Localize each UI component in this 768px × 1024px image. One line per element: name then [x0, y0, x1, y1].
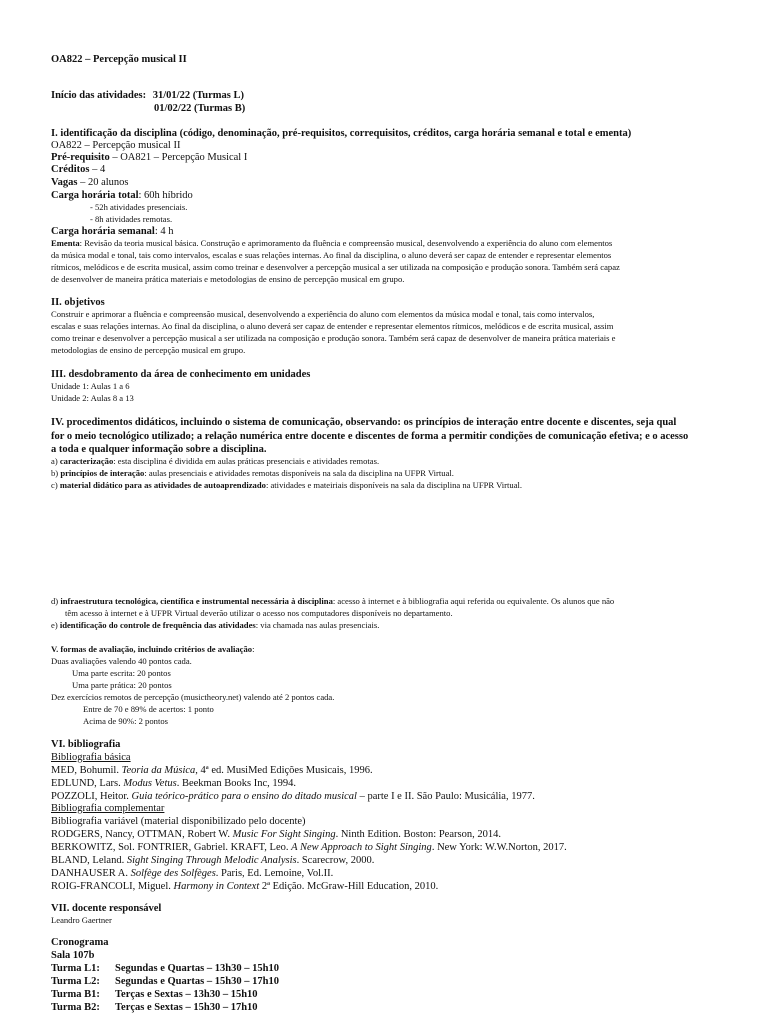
bibliography-basic-label: Bibliografia básica — [51, 752, 131, 763]
section-4-heading: for o meio tecnológico utilizado; a relação numérica entre docente e discentes de forma a permitir condições de comunicação efetiva; e o acesso — [51, 431, 689, 442]
evaluation-line: Dez exercícios remotos de percepção (musictheory.net) valendo até 2 pontos cada. — [51, 692, 335, 702]
bib-entry: MED, Bohumil. Teoria da Música, 4ª ed. MusiMed Edições Musicais, 1996. — [51, 765, 373, 776]
ementa-line: de desenvolver de maneira prática materiais e metodologias de ensino de percepção musical em grupo. — [51, 274, 405, 284]
schedule-row: Turma L2: Segundas e Quartas – 15h30 – 17h10 — [51, 976, 279, 987]
document-title: OA822 – Percepção musical II — [51, 54, 187, 65]
section-4-heading: a toda e qualquer informação sobre a disciplina. — [51, 444, 267, 455]
course-code: OA822 – Percepção musical II — [51, 140, 181, 151]
unit-1: Unidade 1: Aulas 1 a 6 — [51, 381, 130, 391]
item-d-continued: têm acesso à internet e à UFPR Virtual deverão utilizar o acesso nos computadores disponíveis no departamento. — [65, 608, 453, 618]
bib-entry: Bibliografia variável (material disponibilizado pelo docente) — [51, 816, 306, 827]
weekly-hours: Carga horária semanal: 4 h — [51, 226, 174, 237]
evaluation-line: Acima de 90%: 2 pontos — [83, 716, 168, 726]
evaluation-line: Entre de 70 e 89% de acertos: 1 ponto — [83, 704, 214, 714]
item-d: d) infraestrutura tecnológica, científica e instrumental necessária à disciplina: acesso à internet e à bibliografia aqui referida ou equivalente. Os alunos que não — [51, 596, 615, 606]
evaluation-line: Uma parte prática: 20 pontos — [72, 680, 172, 690]
item-a: a) caracterização: esta disciplina é dividida em aulas práticas presenciais e atividades remotas. — [51, 456, 380, 466]
objectives-line: metodologias de ensino de percepção musical em grupo. — [51, 345, 246, 355]
bib-entry: ROIG-FRANCOLI, Miguel. Harmony in Context 2ª Edição. McGraw-Hill Education, 2010. — [51, 881, 439, 892]
credits: Créditos – 4 — [51, 164, 106, 175]
vacancies: Vagas – 20 alunos — [51, 177, 129, 188]
hours-item-presential: - 52h atividades presenciais. — [90, 202, 188, 212]
bibliography-complementary-label: Bibliografia complementar — [51, 803, 165, 814]
section-6-heading: VI. bibliografia — [51, 739, 121, 750]
bib-entry: BLAND, Leland. Sight Singing Through Melodic Analysis. Scarecrow, 2000. — [51, 855, 375, 866]
start-dates — [51, 90, 244, 102]
ementa-label: Ementa — [51, 238, 80, 248]
ementa-line: rítmicos, melódicos e de escrita musical, assim como treinar e desenvolver a percepção musical a ser utilizada na composição e produção sonora. Também será capaz — [51, 262, 620, 272]
section-5-heading: V. formas de avaliação, incluindo critérios de avaliação: — [51, 644, 255, 654]
hours-item-remote: - 8h atividades remotas. — [90, 214, 173, 224]
start-date-l: 31/01/22 (Turmas L) — [152, 90, 244, 101]
item-b: b) princípios de interação: aulas presenciais e atividades remotas disponíveis na sala da disciplina na UFPR Virtual. — [51, 468, 454, 478]
evaluation-line: Uma parte escrita: 20 pontos — [72, 668, 171, 678]
evaluation-line: Duas avaliações valendo 40 pontos cada. — [51, 656, 192, 666]
bib-entry: RODGERS, Nancy, OTTMAN, Robert W. Music For Sight Singing. Ninth Edition. Boston: Pearson, 2014. — [51, 829, 501, 840]
bib-entry: DANHAUSER A. Solfège des Solfèges. Paris, Ed. Lemoine, Vol.II. — [51, 868, 334, 879]
bib-entry: POZZOLI, Heitor. Guia teórico-prático para o ensino do ditado musical – parte I e II. São Paulo: Musicália, 1977. — [51, 791, 535, 802]
section-2-heading: II. objetivos — [51, 297, 105, 308]
schedule-row: Turma B2: Terças e Sextas – 15h30 – 17h10 — [51, 1002, 258, 1013]
schedule-heading: Cronograma — [51, 937, 109, 948]
objectives-line: escalas e suas relações internas. Ao final da disciplina, o aluno deverá ser capaz de entender e representar elementos rítmicos, melódicos e de escrita musical, assim — [51, 321, 614, 331]
room: Sala 107b — [51, 950, 95, 961]
item-e: e) identificação do controle de frequência das atividades: via chamada nas aulas presenciais. — [51, 620, 380, 630]
item-c: c) material didático para as atividades de autoaprendizado: atividades e mateiriais disponíveis na sala da disciplina na UFPR Virtual. — [51, 480, 523, 490]
start-label: Início das atividades: — [51, 90, 147, 101]
section-3-heading: III. desdobramento da área de conhecimento em unidades — [51, 369, 311, 380]
section-7-heading: VII. docente responsável — [51, 903, 162, 914]
objectives-line: como treinar e desenvolver a percepção musical a ser utilizada na composição e produção sonora. Também será capaz de desenvolver de maneira prática materiais e — [51, 333, 616, 343]
section-4-heading: IV. procedimentos didáticos, incluindo o sistema de comunicação, observando: os princípios de interação entre docente e discentes, seja qual — [51, 417, 677, 428]
start-date-b: 01/02/22 (Turmas B) — [154, 103, 246, 114]
section-1-heading: I. identificação da disciplina (código, denominação, pré-requisitos, correquisitos, créditos, carga horária semanal e total e ementa) — [51, 128, 632, 139]
bib-entry: EDLUND, Lars. Modus Vetus. Beekman Books Inc, 1994. — [51, 778, 296, 789]
ementa-line: da música modal e tonal, tais como intervalos, escalas e suas relações internas. Ao final da disciplina, o aluno deverá ser capaz de entender e representar elementos — [51, 250, 612, 260]
total-hours: Carga horária total: 60h híbrido — [51, 190, 193, 201]
schedule-row: Turma B1: Terças e Sextas – 13h30 – 15h10 — [51, 989, 258, 1000]
prerequisite: Pré-requisito – OA821 – Percepção Musical I — [51, 152, 248, 163]
schedule-row: Turma L1: Segundas e Quartas – 13h30 – 15h10 — [51, 963, 279, 974]
teacher-name: Leandro Gaertner — [51, 915, 112, 925]
bib-entry: BERKOWITZ, Sol. FONTRIER, Gabriel. KRAFT, Leo. A New Approach to Sight Singing. New York: W.W.Norton, 2017. — [51, 842, 567, 853]
unit-2: Unidade 2: Aulas 8 a 13 — [51, 393, 134, 403]
ementa-line: Ementa: Revisão da teoria musical básica. Construção e aprimoramento da fluência e compreensão musical, desenvolvendo a experiência do aluno com elementos — [51, 238, 613, 248]
objectives-line: Construir e aprimorar a fluência e compreensão musical, desenvolvendo a experiência do aluno com elementos da música modal e tonal, tais como intervalos, — [51, 309, 595, 319]
